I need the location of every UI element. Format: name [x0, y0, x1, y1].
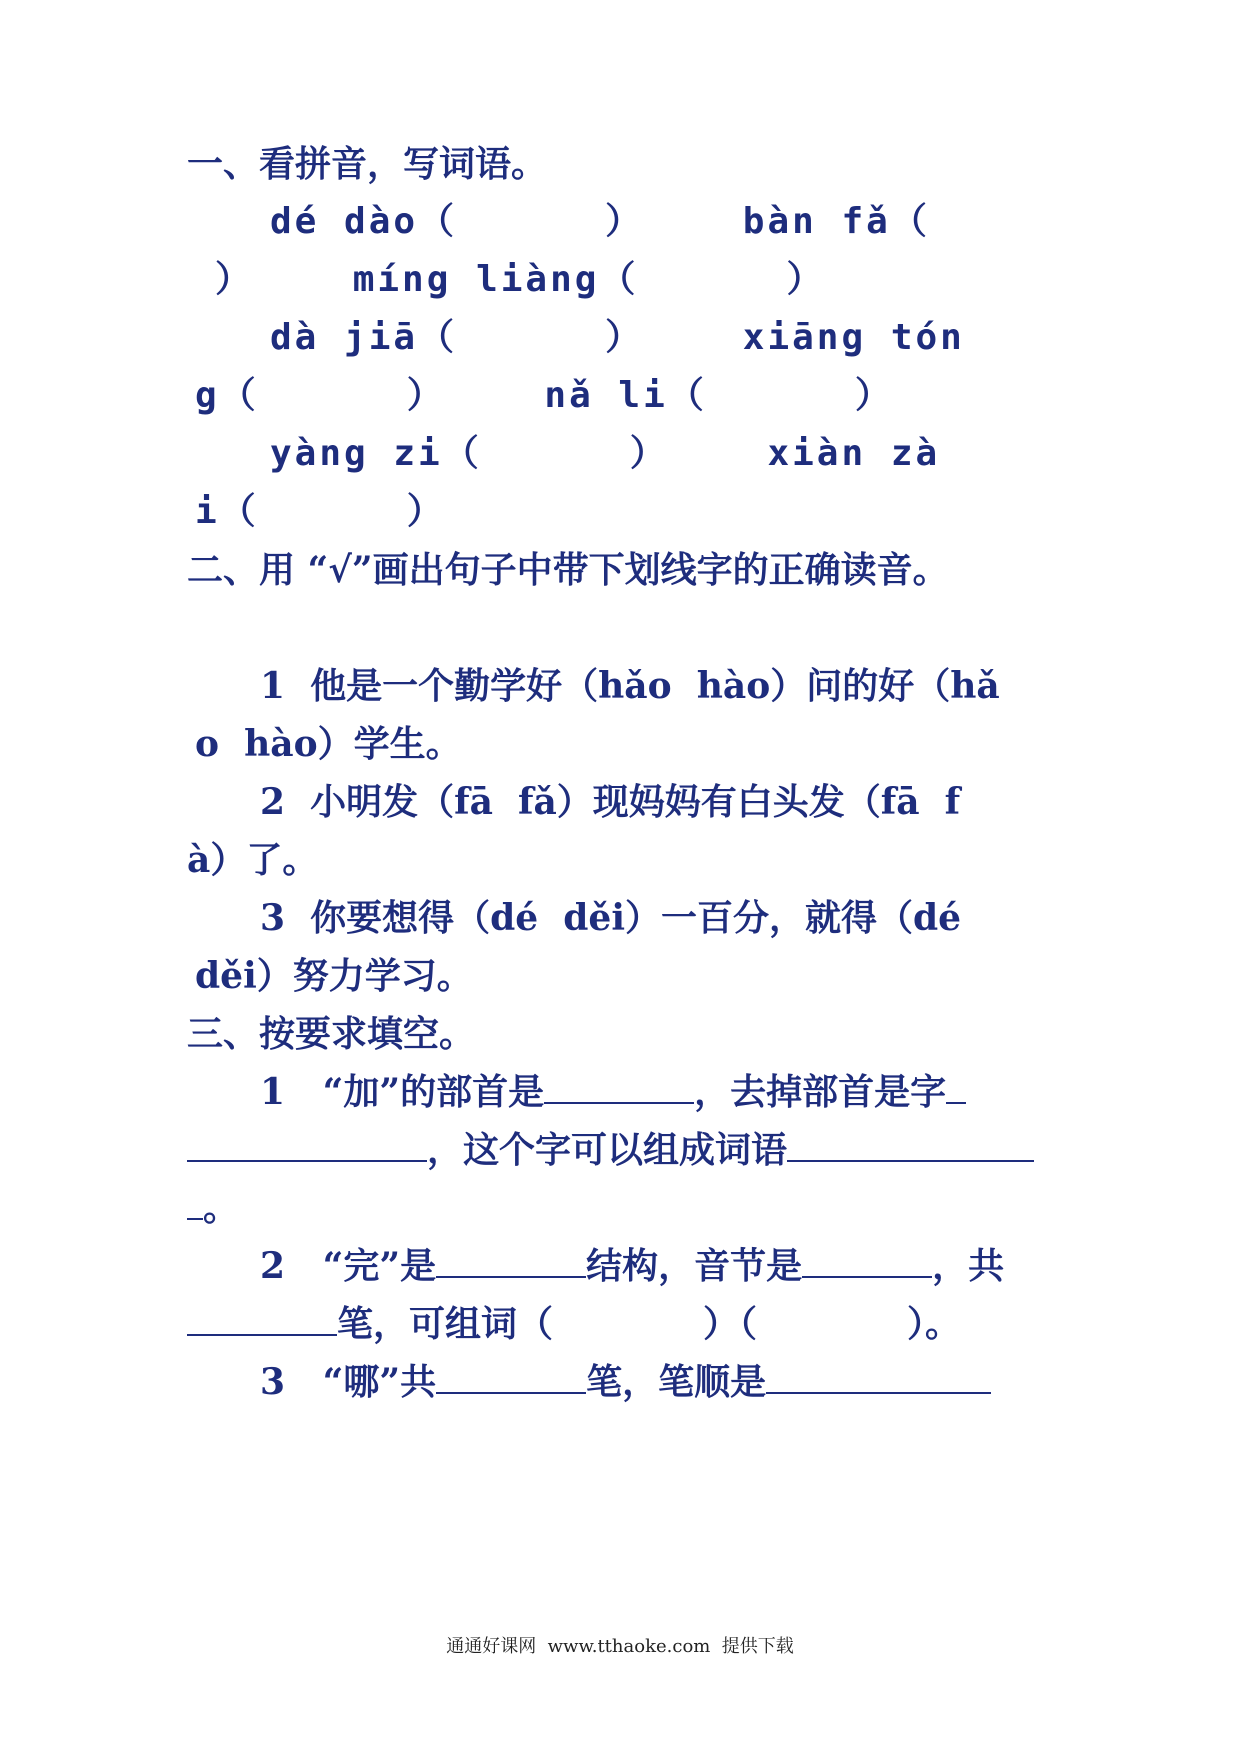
q2-text-a: “完”是: [322, 1245, 437, 1287]
q2-text-b: 结构，音节是: [586, 1245, 803, 1287]
q1-blank-char[interactable]: [187, 1128, 427, 1162]
q1-blank-radical[interactable]: [544, 1070, 694, 1104]
sentence-line-2: o hào）学生。: [195, 723, 462, 765]
q1-line-2: [187, 1128, 1034, 1172]
q1-text-c: ，这个字可以组成词语: [427, 1129, 788, 1171]
q1-blank-word[interactable]: [787, 1128, 1034, 1162]
q2-blank-strokes[interactable]: [187, 1302, 337, 1336]
q3-text-a: “哪”共: [322, 1361, 437, 1403]
sentence-line-6: děi）努力学习。: [195, 955, 473, 997]
q2-text-e: ）（: [703, 1303, 758, 1345]
q2-number: 2: [260, 1245, 286, 1287]
sentence-line-4: à）了。: [187, 839, 319, 881]
q2-text-f: ）。: [907, 1303, 962, 1345]
q1-line-1: [260, 1070, 966, 1114]
sentence-line-1: 1 他是一个勤学好（hǎo hào）问的好（hǎ: [260, 665, 1000, 707]
q2-text-c: ，共: [932, 1245, 1005, 1287]
q1-blank-char-start[interactable]: [946, 1070, 966, 1104]
pinyin-line-1: dé dào（ ） bàn fǎ（: [270, 201, 930, 242]
section1-heading: 一、看拼音，写词语。: [187, 143, 548, 185]
q2-line-2: [187, 1302, 961, 1346]
sentence-line-3: 2 小明发（fā fǎ）现妈妈有白头发（fā f: [260, 781, 961, 823]
footer-credit: 通通好课网 www.tthaoke.com 提供下载: [446, 1636, 794, 1657]
q2-line-1: [260, 1244, 1004, 1288]
q2-text-d: 笔，可组词（: [337, 1303, 554, 1345]
q1-text-d: 。: [203, 1187, 240, 1229]
q1-blank-word-end[interactable]: [187, 1186, 203, 1220]
q2-blank-structure[interactable]: [436, 1244, 586, 1278]
sentence-line-5: 3 你要想得（dé děi）一百分，就得（dé: [260, 897, 962, 939]
pinyin-line-4: g（ ） nǎ li（ ）: [195, 375, 894, 416]
q1-line-3: [187, 1186, 239, 1230]
q1-text-a: “加”的部首是: [322, 1071, 545, 1113]
pinyin-line-3: dà jiā（ ） xiāng tón: [270, 317, 965, 358]
section2-heading: 二、用 “√”画出句子中带下划线字的正确读音。: [187, 549, 949, 591]
q3-text-b: 笔，笔顺是: [586, 1361, 767, 1403]
q2-blank-syllable[interactable]: [802, 1244, 932, 1278]
q1-number: 1: [260, 1071, 286, 1113]
pinyin-line-6: i（ ）: [195, 491, 446, 532]
pinyin-line-5: yàng zi（ ） xiàn zà: [270, 433, 941, 474]
q1-text-b: ，去掉部首是字: [694, 1071, 947, 1113]
pinyin-line-2: ） míng liàng（ ）: [215, 259, 826, 300]
q3-number: 3: [260, 1361, 286, 1403]
section3-heading: 三、按要求填空。: [187, 1013, 476, 1055]
q3-line-1: [260, 1360, 991, 1404]
q3-blank-stroke-order[interactable]: [766, 1360, 991, 1394]
q3-blank-strokes[interactable]: [436, 1360, 586, 1394]
